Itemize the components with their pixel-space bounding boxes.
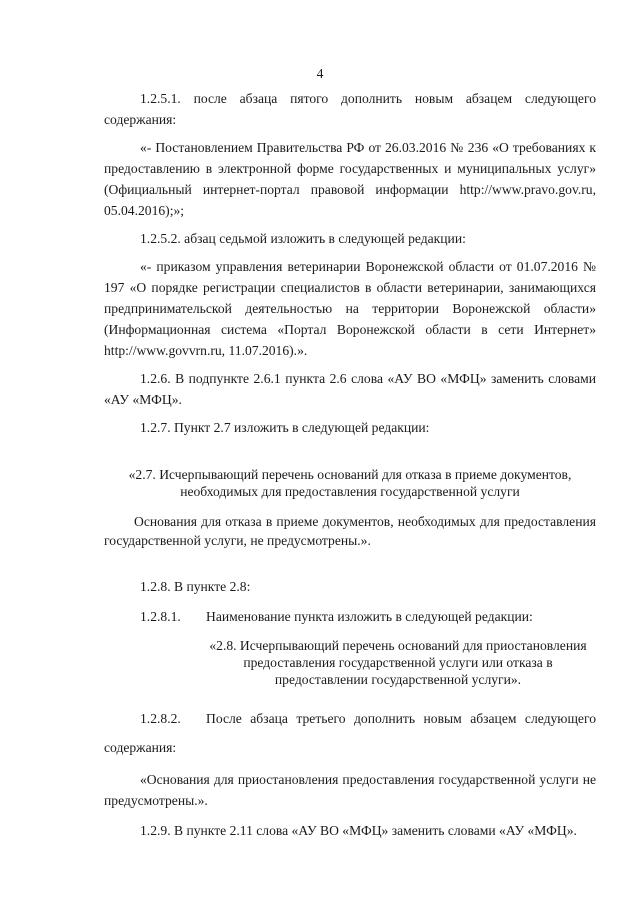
item-1-2-8-2 xyxy=(104,708,596,729)
item-number: 1.2.8.1. xyxy=(140,609,181,624)
paragraph-quote-prikaz: «- приказом управления ветеринарии Воронежской области от 01.07.2016 № 197 «О порядке регистрации специалистов в области ветеринарии, занимающихся предпринимательской деятельностью на территории Воронежской области» (Информационная система «Портал Воронежской области в сети Интернет» http://www.govvrn.ru, 11.07.2016).». xyxy=(104,259,596,358)
item-text: После абзаца третьего дополнить новым абзацем следующего xyxy=(206,711,596,726)
paragraph-quote-postanovlenie: «- Постановлением Правительства РФ от 26.03.2016 № 236 «О требованиях к предоставлению в электронной форме государственных и муниципальных услуг» (Официальный интернет-портал правовой информации http://www.pravo.gov.ru, 05.04.2016);»; xyxy=(104,140,596,218)
paragraph-1-2-5-2: 1.2.5.2. абзац седьмой изложить в следующей редакции: xyxy=(140,231,466,246)
item-number: 1.2.8.2. xyxy=(140,711,181,726)
heading-2-7: «2.7. Исчерпывающий перечень оснований для отказа в приеме документов, необходимых для предоставления государственной услуги xyxy=(128,467,572,499)
paragraph-1-2-7: 1.2.7. Пункт 2.7 изложить в следующей редакции: xyxy=(140,420,430,435)
item-1-2-8-1 xyxy=(104,606,596,627)
item-text-continued: содержания: xyxy=(104,740,177,755)
paragraph-2-7-body: Основания для отказа в приеме документов, необходимых для предоставления государственной услуги, не предусмотрены.». xyxy=(104,514,596,548)
item-text: Наименование пункта изложить в следующей редакции: xyxy=(206,609,533,624)
paragraph-1-2-5-1: 1.2.5.1. после абзаца пятого дополнить новым абзацем следующего содержания: xyxy=(104,91,596,127)
paragraph-1-2-8: 1.2.8. В пункте 2.8: xyxy=(140,579,251,594)
paragraph-1-2-9: 1.2.9. В пункте 2.11 слова «АУ ВО «МФЦ» заменить словами «АУ «МФЦ». xyxy=(140,823,577,838)
document-body xyxy=(104,88,596,841)
quote-2-8-title: «2.8. Исчерпывающий перечень оснований для приостановления предоставления государственной услуги или отказа в предоставлении государственной услуги». xyxy=(209,638,587,687)
page-number: 4 xyxy=(316,66,324,81)
paragraph-quote-osnovaniya: «Основания для приостановления предоставления государственной услуги не предусмотрены.». xyxy=(104,772,596,808)
paragraph-1-2-6: 1.2.6. В подпункте 2.6.1 пункта 2.6 слова «АУ ВО «МФЦ» заменить словами «АУ «МФЦ». xyxy=(104,371,596,407)
